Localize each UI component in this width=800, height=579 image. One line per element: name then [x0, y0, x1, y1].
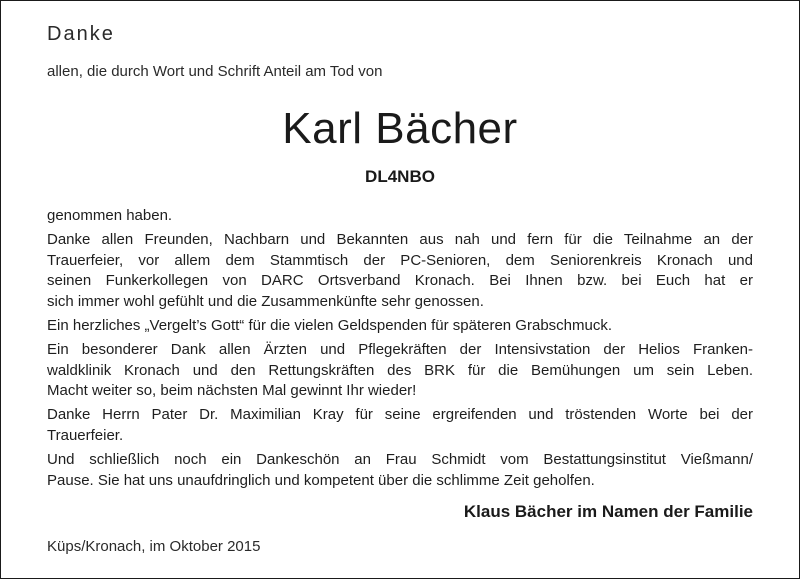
body-paragraph — [47, 340, 753, 402]
thanks-body — [47, 206, 753, 494]
body-paragraph — [47, 230, 753, 313]
body-line: Pause. Sie hat uns unaufdringlich und kompetent über die schlimme Zeit geholfen. — [47, 471, 595, 489]
deceased-name: Karl Bächer — [282, 104, 518, 153]
intro-text: allen, die durch Wort und Schrift Anteil am Tod von — [47, 63, 383, 80]
body-line: Ein herzliches „Vergelt’s Gott“ für die vielen Geldspenden für späteren Grabschmuck. — [47, 316, 613, 334]
body-line: Danke allen Freunden, Nachbarn und Bekannten aus nah und fern für die Teilnahme an der — [47, 230, 753, 248]
signature: Klaus Bächer im Namen der Familie — [463, 502, 753, 521]
body-line: Trauerfeier, vor allem dem Stammtisch der PC-Senioren, dem Seniorenkreis Kronach und — [47, 251, 753, 269]
body-line: waldklinik Kronach und den Rettungskräften des BRK für die Bemühungen um sein Leben. — [47, 361, 753, 379]
body-paragraph — [47, 206, 753, 227]
body-line: genommen haben. — [47, 207, 173, 224]
body-line: Trauerfeier. — [47, 426, 124, 444]
body-line: sich immer wohl gefühlt und die Zusammenkünfte sehr genossen. — [47, 293, 484, 311]
body-paragraph — [47, 405, 753, 447]
callsign: DL4NBO — [365, 167, 435, 186]
body-line: Danke Herrn Pater Dr. Maximilian Kray für seine ergreifenden und tröstenden Worte bei der — [47, 406, 753, 424]
body-line: Ein besonderer Dank allen Ärzten und Pflegekräften der Intensivstation der Helios Franken- — [47, 340, 753, 358]
body-line: seinen Funkerkollegen von DARC Ortsverband Kronach. Bei Ihnen bzw. bei Euch hat er — [47, 272, 753, 290]
place-date: Küps/Kronach, im Oktober 2015 — [47, 538, 261, 555]
body-line: Macht weiter so, beim nächsten Mal gewinnt Ihr wieder! — [47, 382, 417, 400]
body-line: Und schließlich noch ein Dankeschön an Frau Schmidt vom Bestattungsinstitut Vießmann/ — [47, 450, 753, 468]
notice-heading: Danke — [47, 23, 115, 45]
body-paragraph — [47, 450, 753, 492]
body-paragraph — [47, 316, 753, 337]
